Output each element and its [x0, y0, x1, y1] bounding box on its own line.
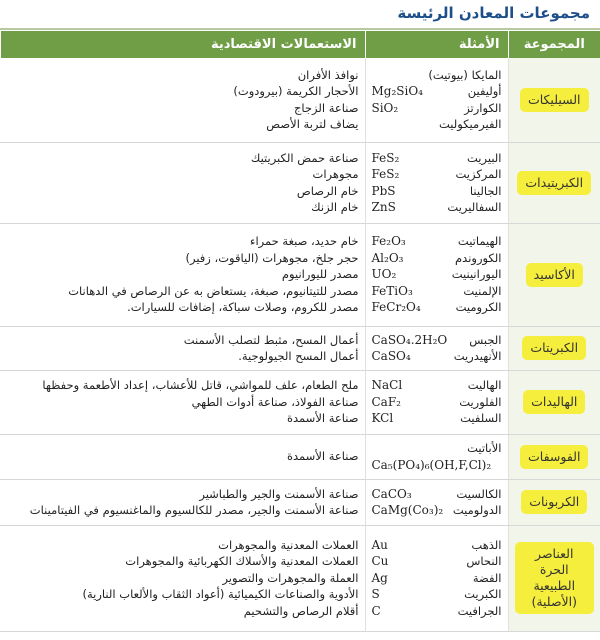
example-line: [372, 410, 502, 427]
uses-cell: [0, 326, 365, 370]
example-line: [372, 166, 502, 183]
example-line: [372, 299, 502, 316]
mineral-formula: FeCr₂O₄: [371, 300, 421, 315]
mineral-formula: NaCl: [371, 378, 403, 393]
mineral-name: الكوروندم: [455, 250, 502, 265]
example-line: [372, 67, 502, 84]
table-row: [0, 525, 600, 631]
example-line: [372, 199, 502, 216]
table-row: [0, 434, 600, 479]
use-line: العملات المعدنية والمجوهرات: [218, 537, 359, 552]
use-line: خام الرصاص: [296, 183, 359, 198]
group-cell: [508, 479, 600, 525]
mineral-name: الكروميت: [455, 300, 502, 315]
group-cell: [508, 326, 600, 370]
group-badge: الكربونات: [521, 490, 587, 514]
uses-cell: [0, 434, 365, 479]
use-line: مصدر للتيتانيوم، صبغة، يستعاض به عن الرصاص في الدهانات: [68, 283, 359, 298]
uses-cell: [0, 479, 365, 525]
mineral-formula: FeS₂: [371, 167, 400, 181]
mineral-name: المركزيت: [455, 167, 502, 181]
group-cell: [508, 142, 600, 223]
mineral-name: الهاليت: [467, 378, 502, 393]
mineral-name: الإلمنيت: [463, 283, 502, 298]
title-divider: [0, 28, 600, 30]
mineral-formula: Cu: [371, 554, 389, 569]
mineral-formula: KCl: [371, 411, 394, 426]
mineral-name: النحاس: [466, 554, 502, 569]
use-line: ملح الطعام، علف للمواشي، قاتل للأعشاب، إعداد الأطعمة وحفظها: [42, 378, 359, 393]
example-line: [372, 233, 502, 250]
mineral-name: السلفيت: [460, 411, 502, 426]
examples-cell: [365, 223, 508, 326]
group-badge: الهاليدات: [523, 390, 585, 414]
use-line: مجوهرات: [312, 167, 359, 181]
examples-cell: [365, 370, 508, 434]
example-line: [372, 348, 502, 365]
use-line: الأدوية والصناعات الكيميائية (أعواد الثقاب والألعاب النارية): [82, 587, 359, 602]
example-line: [372, 502, 502, 519]
example-line: [372, 394, 502, 411]
table-row: [0, 479, 600, 525]
use-line: أعمال المسح، مثبط لتصلب الأسمنت: [183, 332, 359, 347]
mineral-name: أوليفين: [467, 84, 502, 99]
examples-cell: [365, 58, 508, 142]
mineral-name: المايكا (بيوتيت): [428, 67, 502, 82]
table-row: [0, 58, 600, 142]
use-line: أقلام الرصاص والتشحيم: [243, 603, 359, 618]
example-line: [372, 250, 502, 267]
group-badge: الكبريتيدات: [517, 171, 591, 195]
example-line: [372, 266, 502, 283]
uses-cell: [0, 58, 365, 142]
example-line: [372, 100, 502, 117]
use-line: مصدر لليورانيوم: [281, 267, 359, 282]
use-line: الأحجار الكريمة (بيرودوت): [233, 84, 359, 99]
example-line: [372, 83, 502, 100]
mineral-name: الكوارتز: [464, 100, 502, 115]
use-line: أعمال المسح الجيولوجية.: [238, 349, 359, 363]
mineral-formula: Ca₅(PO₄)₆(OH,F,Cl)₂: [371, 457, 492, 472]
use-line: يضاف لتربة الأصص: [266, 117, 359, 132]
mineral-formula: ZnS: [371, 200, 396, 214]
header-group: المجموعة: [508, 31, 600, 58]
group-cell: [508, 58, 600, 142]
examples-cell: [365, 479, 508, 525]
examples-cell: [365, 142, 508, 223]
mineral-name: الدولوميت: [452, 503, 502, 517]
use-line: صناعة الأسمنت والجير، مصدر للكالسيوم والماغنسيوم في الفيتامينات: [29, 503, 359, 517]
use-line: العملات المعدنية والأسلاك الكهربائية والمجوهرات: [125, 554, 359, 569]
use-line: صناعة الفولاذ، صناعة أدوات الطهي: [191, 394, 359, 409]
use-line: صناعة الأسمنت والجير والطباشير: [199, 486, 359, 501]
group-cell: [508, 223, 600, 326]
mineral-name: الجالينا: [469, 183, 502, 198]
use-line: صناعة حمض الكبريتيك: [250, 150, 359, 165]
mineral-formula: Mg₂SiO₄: [371, 84, 423, 99]
example-line: [372, 486, 502, 503]
group-badge: السيليكات: [520, 88, 589, 112]
group-badge: الفوسفات: [520, 445, 588, 469]
mineral-formula: CaSO₄.2H₂O: [371, 332, 448, 347]
group-badge: الكبريتات: [522, 336, 586, 360]
mineral-name: الفيرميكوليت: [438, 117, 502, 132]
examples-cell: [365, 434, 508, 479]
example-line: [372, 183, 502, 200]
table-row: [0, 326, 600, 370]
mineral-name: الكالسيت: [456, 486, 502, 501]
table-row: [0, 370, 600, 434]
table-row: [0, 142, 600, 223]
mineral-name: الأباتيت: [467, 441, 502, 455]
mineral-name: الذهب: [471, 537, 502, 552]
example-line: [372, 586, 502, 603]
group-badge: العناصر الحرة الطبيعية (الأصلية): [515, 542, 595, 614]
table-body: [0, 58, 600, 631]
uses-cell: [0, 525, 365, 631]
group-badge: الأكاسيد: [526, 263, 583, 287]
examples-cell: [365, 525, 508, 631]
header-examples: الأمثلة: [365, 31, 508, 58]
mineral-name: الجرافيت: [457, 603, 502, 618]
use-line: مصدر للكروم، وصلات سباكة، إضافات للسيارات.: [127, 300, 359, 315]
uses-cell: [0, 370, 365, 434]
mineral-formula: CaCO₃: [371, 486, 412, 501]
uses-cell: [0, 142, 365, 223]
examples-cell: [365, 326, 508, 370]
example-line: [372, 457, 502, 474]
example-line: [372, 537, 502, 554]
use-line: خام حديد، صبغة حمراء: [250, 234, 359, 249]
mineral-formula: FeTiO₃: [371, 283, 413, 298]
example-line: [372, 332, 502, 349]
example-line: [372, 116, 502, 133]
example-line: [372, 440, 502, 457]
use-line: نوافذ الأفران: [297, 67, 359, 82]
example-line: [372, 283, 502, 300]
example-line: [372, 603, 502, 620]
mineral-formula: SiO₂: [371, 100, 399, 115]
use-line: حجر جلخ، مجوهرات (الياقوت، زفير): [185, 250, 359, 265]
use-line: صناعة الزجاج: [293, 100, 359, 115]
example-line: [372, 377, 502, 394]
minerals-table: [0, 31, 600, 632]
mineral-name: اليورانينيت: [451, 267, 502, 282]
uses-cell: [0, 223, 365, 326]
mineral-formula: Fe₂O₃: [371, 234, 406, 249]
use-line: صناعة الأسمدة: [286, 449, 359, 464]
mineral-formula: UO₂: [371, 267, 397, 282]
mineral-formula: PbS: [371, 183, 396, 198]
table-row: [0, 223, 600, 326]
mineral-name: الفلوريت: [459, 394, 502, 409]
mineral-formula: Ag: [371, 570, 388, 585]
mineral-formula: CaF₂: [371, 394, 401, 409]
use-line: صناعة الأسمدة: [286, 411, 359, 426]
mineral-name: الجبس: [469, 332, 502, 347]
example-line: [372, 150, 502, 167]
mineral-formula: CaSO₄: [371, 349, 411, 363]
mineral-name: الفضة: [472, 570, 502, 585]
page-title: مجموعات المعادن الرئيسة: [397, 4, 590, 22]
mineral-name: السفاليريت: [447, 200, 502, 214]
group-cell: [508, 525, 600, 631]
mineral-formula: FeS₂: [371, 150, 400, 165]
mineral-formula: CaMg(Co₃)₂: [371, 503, 444, 517]
mineral-formula: Al₂O₃: [371, 250, 404, 265]
header-uses: الاستعمالات الاقتصادية: [0, 31, 365, 58]
group-cell: [508, 434, 600, 479]
example-line: [372, 553, 502, 570]
example-line: [372, 570, 502, 587]
mineral-name: الأنهيدريت: [453, 349, 502, 363]
mineral-name: الكبريت: [464, 587, 502, 602]
mineral-formula: S: [371, 587, 380, 602]
mineral-name: البيريت: [467, 150, 502, 165]
table-header-row: [0, 31, 600, 58]
use-line: خام الزنك: [311, 200, 359, 214]
mineral-name: الهيماتيت: [457, 234, 502, 249]
mineral-formula: Au: [371, 537, 388, 552]
group-cell: [508, 370, 600, 434]
use-line: العملة والمجوهرات والتصوير: [222, 570, 359, 585]
mineral-formula: C: [371, 603, 381, 618]
